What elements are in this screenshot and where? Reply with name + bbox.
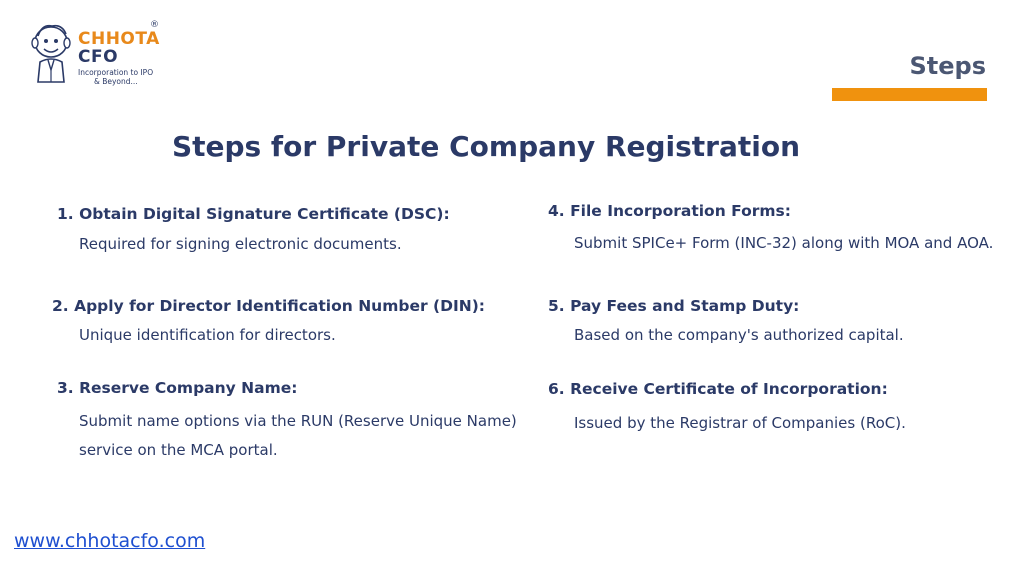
step-5-description: Based on the company's authorized capital. [574, 326, 904, 344]
mascot-icon [30, 20, 76, 86]
brand-tagline-line1: Incorporation to IPO [78, 68, 154, 77]
brand-name-top: CHHOTA [78, 29, 160, 49]
website-link[interactable]: www.chhotacfo.com [14, 530, 206, 552]
brand-logo [30, 20, 170, 90]
section-label: Steps [909, 52, 986, 80]
step-4-title: 4. File Incorporation Forms: [548, 202, 791, 220]
step-6-description: Issued by the Registrar of Companies (RoC). [574, 414, 906, 432]
step-4-description: Submit SPICe+ Form (INC-32) along with MOA and AOA. [574, 234, 994, 252]
step-6-title: 6. Receive Certificate of Incorporation: [548, 380, 888, 398]
step-3-title: 3. Reserve Company Name: [57, 379, 298, 397]
step-2-title: 2. Apply for Director Identification Number (DIN): [52, 297, 485, 315]
brand-name-bottom: CFO [78, 47, 119, 67]
accent-bar [832, 88, 987, 101]
step-2-description: Unique identification for directors. [79, 326, 336, 344]
registered-mark: ® [150, 20, 159, 30]
step-1-description: Required for signing electronic documents. [79, 235, 402, 253]
step-3-description: Submit name options via the RUN (Reserve Unique Name) service on the MCA portal. [79, 412, 517, 459]
step-5-title: 5. Pay Fees and Stamp Duty: [548, 297, 800, 315]
step-1-title: 1. Obtain Digital Signature Certificate (DSC): [57, 205, 450, 223]
brand-tagline-line2: & Beyond... [94, 77, 138, 86]
page-title: Steps for Private Company Registration [171, 130, 801, 163]
